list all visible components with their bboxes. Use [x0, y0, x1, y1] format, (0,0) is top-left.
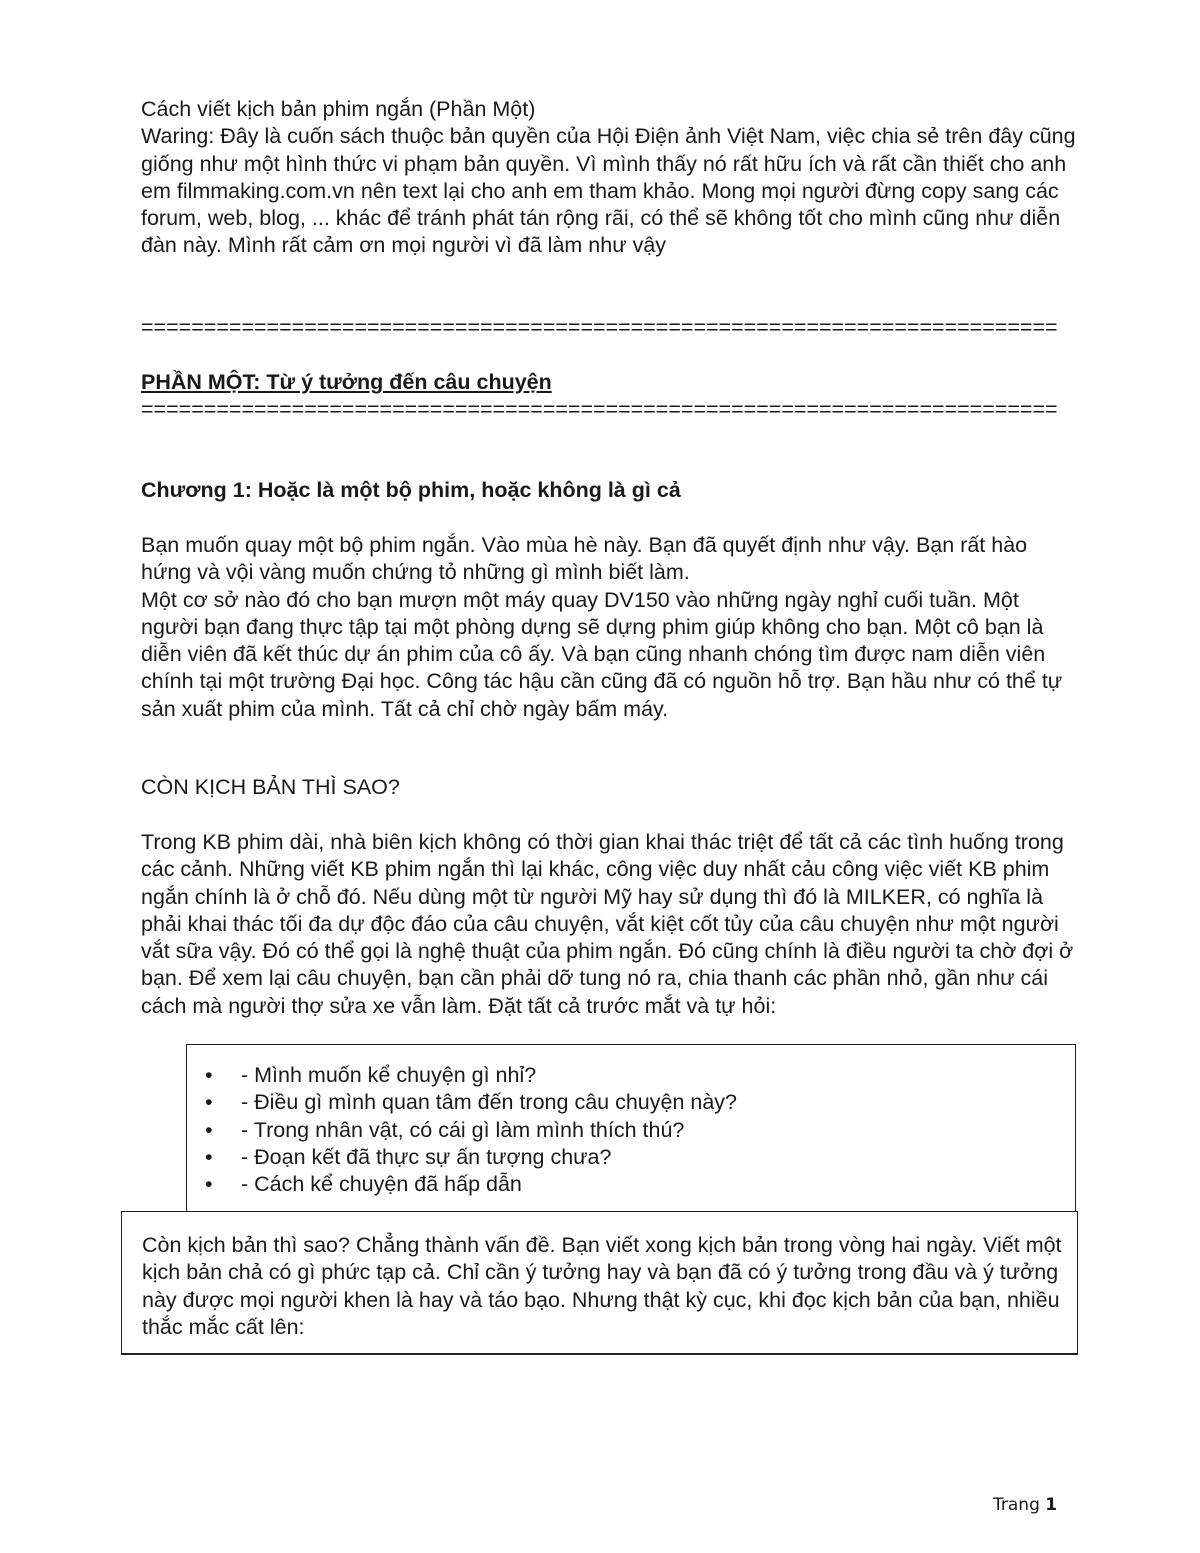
paragraph: Trong KB phim dài, nhà biên kịch không có thời gian khai thác triệt để tất cả các tình huống trong các cảnh. Những viết KB phim ngắn thì lại khác, công việc duy nhất cảu công việc viết KB phim ngắn chính là ở chỗ đó. Nếu dùng một từ người Mỹ hay sử dụng thì đó là MILKER, có nghĩa là phải khai thác tối đa dự độc đáo của câu chuyện, vắt kiệt cốt tủy của câu chuyện như một người vắt sữa vậy. Đó có thể gọi là nghệ thuật của phim ngắn. Đó cũng chính là điều người ta chờ đợi ở bạn. Để xem lại câu chuyện, bạn cần phải dỡ tung nó ra, chia thanh các phần nhỏ, gần như cái cách mà người thợ sửa xe vẫn làm. Đặt tất cả trước mắt và tự hỏi:	[141, 830, 1074, 1018]
copyright-warning: Waring: Đây là cuốn sách thuộc bản quyền của Hội Điện ảnh Việt Nam, việc chia sẻ trên đây cũng giống như một hình thức vi phạm bản quyền. Vì mình thấy nó rất hữu ích và rất cần thiết cho anh em filmmaking.com.vn nên text lại cho anh em tham khảo. Mong mọi người đừng copy sang các forum, web, blog, ... khác để tránh phát tán rộng rãi, có thể sẽ không tốt cho mình cũng như diễn đàn này. Mình rất cảm ơn mọi người vì đã làm như vậy	[141, 124, 1076, 258]
list-item: • - Đoạn kết đã thực sự ấn tượng chưa?	[205, 1144, 737, 1171]
bullet-icon: •	[205, 1063, 213, 1087]
script-box	[121, 1211, 1078, 1355]
questions-box	[186, 1044, 1076, 1212]
chapter-heading: Chương 1: Hoặc là một bộ phim, hoặc không là gì cả	[141, 478, 681, 502]
paragraph: Một cơ sở nào đó cho bạn mượn một máy quay DV150 vào những ngày nghỉ cuối tuần. Một người bạn đang thực tập tại một phòng dựng sẽ dựng phim giúp không cho bạn. Một cô bạn là diễn viên đã kết thúc dự án phim của cô ấy. Và bạn cũng nhanh chóng tìm được nam diễn viên chính tại một trường Đại học. Công tác hậu cần cũng đã có nguồn hỗ trợ. Bạn hầu như có thể tự sản xuất phim của mình. Tất cả chỉ chờ ngày bấm máy.	[141, 587, 1063, 721]
separator-line: =========================================================================	[141, 397, 1058, 421]
list-item: • - Mình muốn kể chuyện gì nhỉ?	[205, 1062, 737, 1089]
page-label: Trang	[993, 1495, 1040, 1515]
intro-section	[141, 96, 1081, 260]
script-question: CÒN KỊCH BẢN THÌ SAO?	[141, 775, 400, 799]
document-title: Cách viết kịch bản phim ngắn (Phần Một)	[141, 97, 536, 121]
bullet-icon: •	[205, 1144, 213, 1169]
page-footer	[993, 1495, 1057, 1515]
list-item: • - Cách kể chuyện đã hấp dẫn	[205, 1171, 737, 1198]
bullet-icon: •	[205, 1117, 213, 1142]
separator-line: =========================================================================	[141, 315, 1058, 339]
chapter-body	[141, 532, 1081, 723]
page-number: 1	[1045, 1495, 1058, 1515]
part-heading: PHẦN MỘT: Từ ý tưởng đến câu chuyện	[141, 370, 552, 394]
questions-list	[205, 1062, 737, 1198]
bullet-icon: •	[205, 1172, 213, 1197]
list-item: • - Trong nhân vật, có cái gì làm mình thích thú?	[205, 1117, 737, 1144]
box-paragraph: Còn kịch bản thì sao? Chẳng thành vấn đề. Bạn viết xong kịch bản trong vòng hai ngày. Viết một kịch bản chả có gì phức tạp cả. Chỉ cần ý tưởng hay và bạn đã có ý tưởng trong đầu và ý tưởng này được mọi người khen là hay và táo bạo. Nhưng thật kỳ cục, khi đọc kịch bản của bạn, nhiều thắc mắc cất lên:	[142, 1233, 1062, 1339]
bullet-icon: •	[205, 1090, 213, 1115]
list-item: • - Điều gì mình quan tâm đến trong câu chuyện này?	[205, 1089, 737, 1116]
paragraph: Bạn muốn quay một bộ phim ngắn. Vào mùa hè này. Bạn đã quyết định như vậy. Bạn rất hào hứng và vội vàng muốn chứng tỏ những gì mình biết làm.	[141, 533, 1028, 585]
